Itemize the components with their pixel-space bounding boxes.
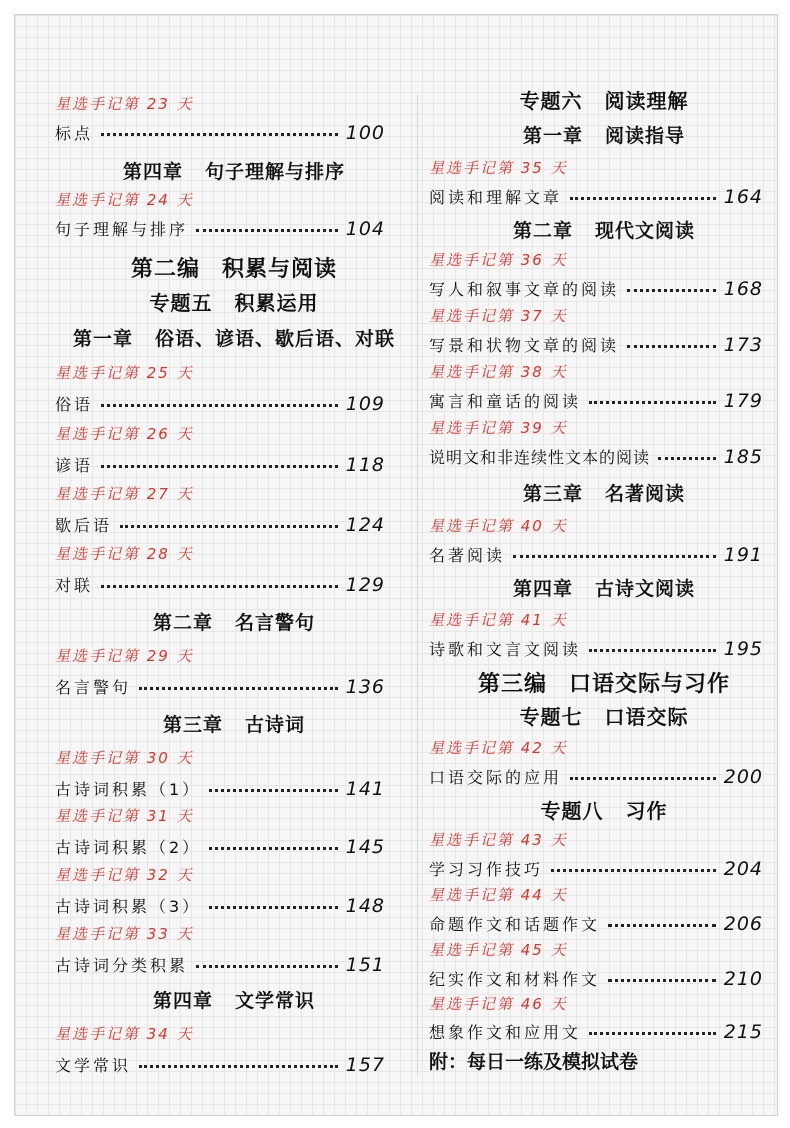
chapter-heading: 第三章 名著阅读 — [522, 483, 686, 505]
entry-title: 口语交际的应用 — [429, 768, 563, 787]
entry-title: 写人和叙事文章的阅读 — [429, 280, 620, 299]
entry-title: 名言警句 — [55, 678, 132, 697]
page-number: 109 — [345, 393, 385, 415]
leader-dots — [608, 924, 716, 927]
daily-note-label: 星选手记第 34 天 — [55, 1025, 194, 1043]
page-number: 129 — [345, 574, 385, 596]
page-number: 157 — [345, 1054, 385, 1076]
toc-entry[interactable] — [429, 967, 763, 990]
leader-dots — [551, 869, 716, 872]
daily-note-label: 星选手记第 39 天 — [429, 419, 568, 437]
entry-title: 说明文和非连续性文本的阅读 — [429, 448, 651, 467]
toc-entry[interactable] — [55, 953, 385, 976]
toc-entry[interactable] — [429, 765, 763, 788]
toc-entry[interactable] — [429, 1020, 763, 1043]
toc-entry[interactable] — [55, 217, 385, 240]
topic-heading: 专题六 阅读理解 — [519, 89, 689, 113]
leader-dots — [196, 229, 338, 232]
daily-note-label: 星选手记第 31 天 — [55, 807, 194, 825]
leader-dots — [209, 789, 338, 792]
daily-note-label: 星选手记第 35 天 — [429, 159, 568, 177]
section-heading: 第三编 口语交际与习作 — [477, 671, 731, 697]
entry-title: 文学常识 — [55, 1056, 132, 1075]
chapter-heading: 第二章 现代文阅读 — [512, 220, 696, 242]
daily-note-label: 星选手记第 38 天 — [429, 363, 568, 381]
chapter-heading: 第四章 古诗文阅读 — [512, 578, 696, 600]
entry-title: 纪实作文和材料作文 — [429, 970, 601, 989]
entry-title: 对联 — [55, 576, 94, 595]
leader-dots — [209, 906, 338, 909]
toc-entry[interactable] — [55, 1053, 385, 1076]
leader-dots — [627, 289, 716, 292]
daily-note-label: 星选手记第 33 天 — [55, 925, 194, 943]
leader-dots — [209, 847, 338, 850]
daily-note-label: 星选手记第 41 天 — [429, 611, 568, 629]
toc-entry[interactable] — [55, 453, 385, 476]
entry-title: 古诗词积累（1） — [55, 780, 202, 799]
entry-title: 标点 — [55, 124, 94, 143]
page-number: 195 — [723, 638, 763, 660]
daily-note-label: 星选手记第 28 天 — [55, 545, 194, 563]
daily-note-label: 星选手记第 26 天 — [55, 425, 194, 443]
entry-title: 写景和状物文章的阅读 — [429, 336, 620, 355]
toc-entry[interactable] — [429, 277, 763, 300]
daily-note-label: 星选手记第 36 天 — [429, 251, 568, 269]
toc-entry[interactable] — [429, 445, 763, 468]
page-number: 168 — [723, 278, 763, 300]
leader-dots — [196, 965, 338, 968]
entry-title: 学习习作技巧 — [429, 860, 544, 879]
leader-dots — [101, 404, 338, 407]
leader-dots — [608, 979, 716, 982]
daily-note-label: 星选手记第 45 天 — [429, 941, 568, 959]
entry-title: 歇后语 — [55, 516, 113, 535]
leader-dots — [589, 401, 716, 404]
chapter-heading: 第四章 句子理解与排序 — [122, 161, 346, 183]
entry-title: 诗歌和文言文阅读 — [429, 640, 582, 659]
toc-entry[interactable] — [55, 573, 385, 596]
page-sheet — [14, 14, 778, 1116]
entry-title: 句子理解与排序 — [55, 220, 189, 239]
appendix-heading[interactable]: 附：每日一练及模拟试卷 — [429, 1051, 639, 1073]
topic-heading: 专题七 口语交际 — [519, 705, 689, 729]
toc-entry[interactable] — [55, 777, 385, 800]
entry-title: 想象作文和应用文 — [429, 1023, 582, 1042]
page-number: 145 — [345, 836, 385, 858]
toc-entry[interactable] — [55, 513, 385, 536]
page-number: 206 — [723, 913, 763, 935]
toc-entry[interactable] — [55, 894, 385, 917]
daily-note-label: 星选手记第 46 天 — [429, 995, 568, 1013]
toc-entry[interactable] — [55, 121, 385, 144]
page-number: 164 — [723, 186, 763, 208]
toc-entry[interactable] — [55, 835, 385, 858]
daily-note-label: 星选手记第 29 天 — [55, 647, 194, 665]
entry-title: 阅读和理解文章 — [429, 188, 563, 207]
page-number: 151 — [345, 954, 385, 976]
page-number: 204 — [723, 858, 763, 880]
leader-dots — [570, 777, 716, 780]
entry-title: 古诗词积累（2） — [55, 838, 202, 857]
daily-note-label: 星选手记第 27 天 — [55, 485, 194, 503]
page-number: 179 — [723, 390, 763, 412]
daily-note-label: 星选手记第 44 天 — [429, 886, 568, 904]
toc-entry[interactable] — [55, 675, 385, 698]
chapter-heading: 第一章 俗语、谚语、歇后语、对联 — [72, 328, 396, 350]
page-number: 191 — [723, 544, 763, 566]
toc-entry[interactable] — [429, 543, 763, 566]
daily-note-label: 星选手记第 37 天 — [429, 307, 568, 325]
toc-entry[interactable] — [429, 389, 763, 412]
page-number: 141 — [345, 778, 385, 800]
column-divider — [417, 95, 418, 1075]
entry-title: 命题作文和话题作文 — [429, 915, 601, 934]
daily-note-label: 星选手记第 25 天 — [55, 364, 194, 382]
entry-title: 古诗词积累（3） — [55, 897, 202, 916]
leader-dots — [589, 1032, 716, 1035]
page-number: 104 — [345, 218, 385, 240]
chapter-heading: 第四章 文学常识 — [152, 990, 316, 1012]
toc-entry[interactable] — [55, 392, 385, 415]
entry-title: 名著阅读 — [429, 546, 506, 565]
section-heading: 第二编 积累与阅读 — [130, 256, 338, 282]
page-number: 136 — [345, 676, 385, 698]
leader-dots — [589, 649, 716, 652]
leader-dots — [101, 133, 338, 136]
entry-title: 古诗词分类积累 — [55, 956, 189, 975]
daily-note-label: 星选手记第 23 天 — [55, 95, 194, 113]
daily-note-label: 星选手记第 30 天 — [55, 749, 194, 767]
leader-dots — [101, 585, 338, 588]
leader-dots — [627, 345, 716, 348]
page-number: 124 — [345, 514, 385, 536]
leader-dots — [139, 687, 338, 690]
chapter-heading: 第一章 阅读指导 — [522, 125, 686, 147]
daily-note-label: 星选手记第 24 天 — [55, 191, 194, 209]
leader-dots — [101, 465, 338, 468]
leader-dots — [139, 1065, 338, 1068]
page-number: 118 — [345, 454, 385, 476]
page-number: 200 — [723, 766, 763, 788]
page-number: 173 — [723, 334, 763, 356]
page-number: 148 — [345, 895, 385, 917]
toc-entry[interactable] — [429, 185, 763, 208]
topic-heading: 专题五 积累运用 — [149, 291, 319, 315]
entry-title: 谚语 — [55, 456, 94, 475]
entry-title: 寓言和童话的阅读 — [429, 392, 582, 411]
page-number: 210 — [723, 968, 763, 990]
page-number: 100 — [345, 122, 385, 144]
leader-dots — [570, 197, 716, 200]
entry-title: 俗语 — [55, 395, 94, 414]
chapter-heading: 第二章 名言警句 — [152, 612, 316, 634]
toc-entry[interactable] — [429, 912, 763, 935]
toc-entry[interactable] — [429, 637, 763, 660]
toc-entry[interactable] — [429, 857, 763, 880]
topic-heading: 专题八 习作 — [540, 799, 668, 823]
page-number: 215 — [723, 1021, 763, 1043]
daily-note-label: 星选手记第 32 天 — [55, 866, 194, 884]
leader-dots — [658, 457, 716, 460]
leader-dots — [513, 555, 716, 558]
daily-note-label: 星选手记第 42 天 — [429, 739, 568, 757]
toc-entry[interactable] — [429, 333, 763, 356]
chapter-heading: 第三章 古诗词 — [162, 714, 306, 736]
daily-note-label: 星选手记第 40 天 — [429, 517, 568, 535]
leader-dots — [120, 525, 338, 528]
daily-note-label: 星选手记第 43 天 — [429, 831, 568, 849]
page-number: 185 — [723, 446, 763, 468]
